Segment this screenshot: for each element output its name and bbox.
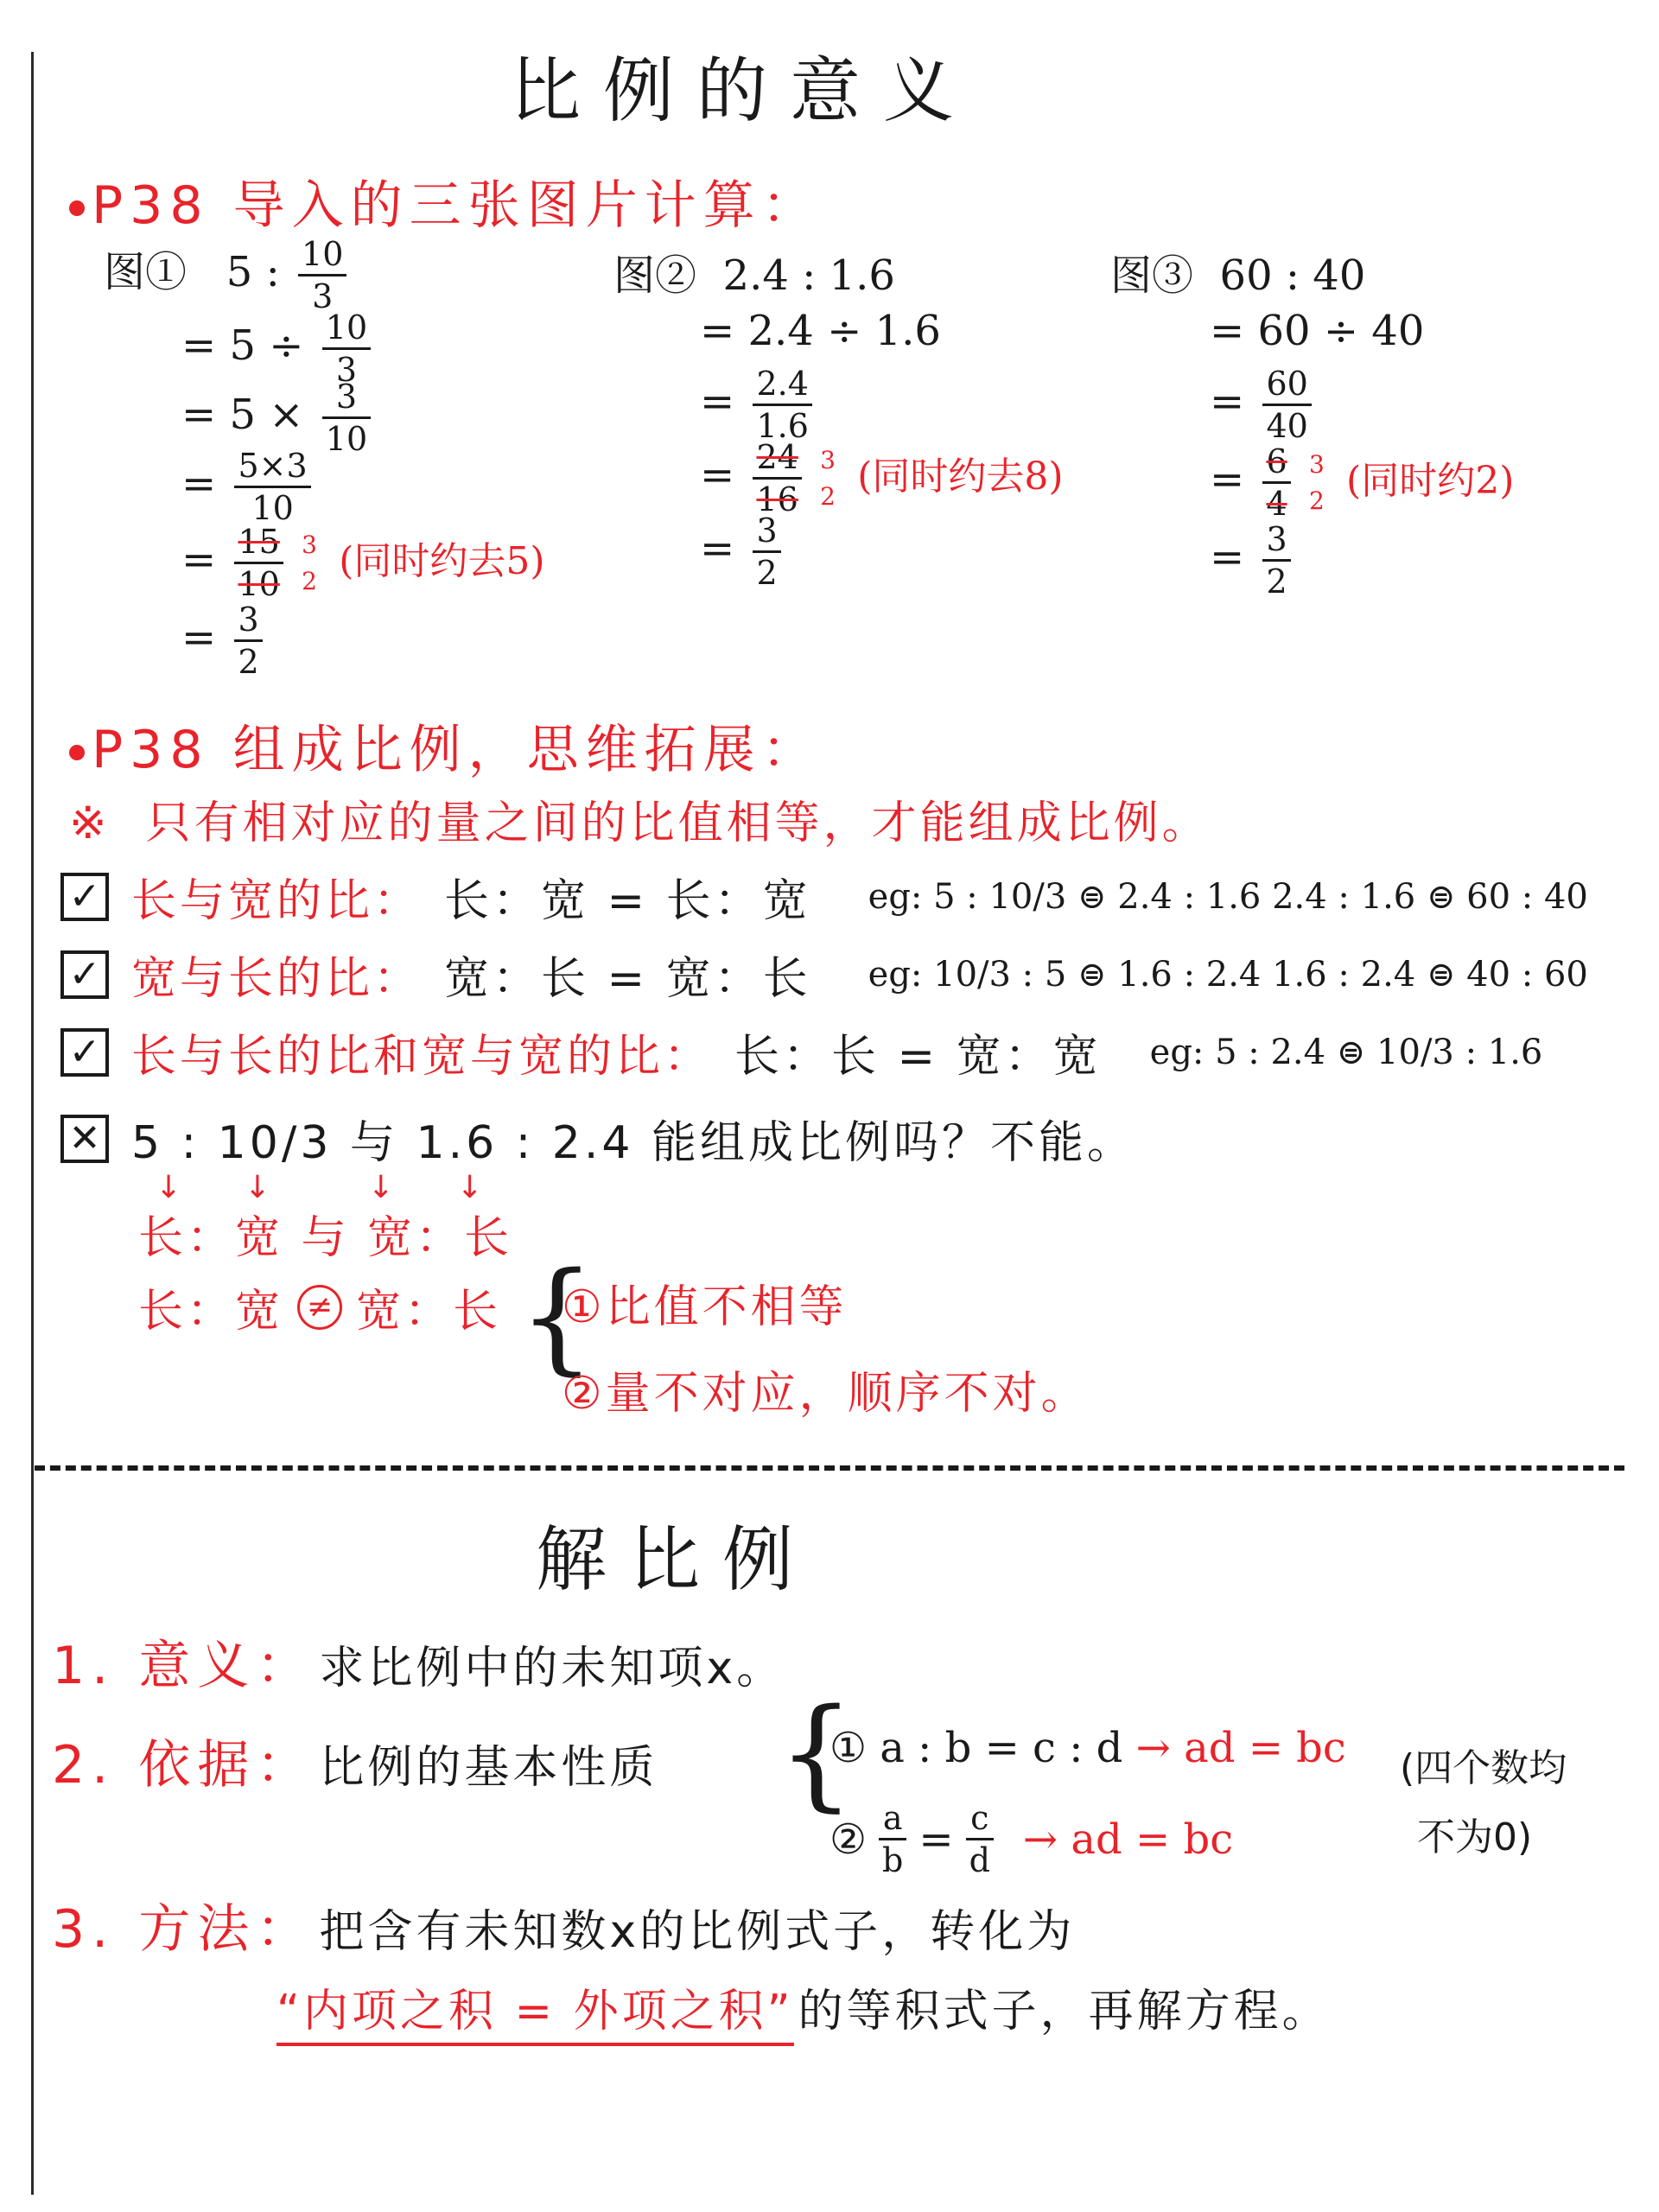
check-box-icon: ✓ bbox=[60, 1028, 109, 1077]
fig3-l1: 60 : 40 bbox=[1219, 251, 1366, 300]
rule1-result: → ad = bc bbox=[1135, 1724, 1346, 1772]
reference-mark-icon: ※ bbox=[69, 798, 111, 849]
rule1-formula: ① a : b = c : d bbox=[830, 1724, 1123, 1772]
fig3-l4-a: = bbox=[1210, 455, 1245, 504]
fig1-l4-a: = bbox=[181, 460, 217, 508]
row2-label: 宽与长的比： bbox=[131, 953, 423, 1005]
item2 bbox=[52, 1724, 658, 1798]
rule2-eq: = bbox=[918, 1815, 954, 1864]
row1-formula: 长：宽 = 长：宽 bbox=[444, 875, 811, 927]
cross-box-icon: ✕ bbox=[60, 1115, 109, 1163]
fig1-line3 bbox=[181, 378, 376, 458]
fig2-l4-frac bbox=[753, 438, 801, 518]
bullet-dot-icon bbox=[69, 745, 85, 760]
fig3-l5-a: = bbox=[1210, 533, 1245, 582]
arrow-down-icon: ↓ bbox=[244, 1170, 271, 1205]
section2-heading-text: P38 组成比例，思维拓展： bbox=[92, 720, 821, 780]
check-box-icon: ✓ bbox=[60, 950, 109, 999]
section-divider bbox=[35, 1455, 1624, 1481]
frac-num: 10 bbox=[325, 308, 368, 346]
frac-den: 10 bbox=[251, 489, 294, 527]
fig2-l3-a: = bbox=[700, 378, 735, 426]
bullet-dot-icon bbox=[69, 200, 85, 216]
fig2-line3 bbox=[700, 365, 817, 445]
fig1-l5-frac bbox=[234, 525, 283, 601]
frac-den: 10 bbox=[238, 565, 280, 603]
frac-den: d bbox=[969, 1841, 990, 1879]
rule-line bbox=[69, 786, 1211, 851]
rule2-lead: ② bbox=[830, 1815, 868, 1864]
fig2-line2: = 2.4 ÷ 1.6 bbox=[700, 307, 941, 355]
fig3-line5 bbox=[1210, 520, 1296, 601]
frac-num: 3 bbox=[756, 512, 778, 550]
item3-text1: 把含有未知数x的比例式子，转化为 bbox=[319, 1906, 1076, 1958]
row3-formula: 长：长 = 宽：宽 bbox=[734, 1031, 1102, 1083]
reduced-num: 3 bbox=[1308, 449, 1325, 479]
row3 bbox=[60, 1020, 1542, 1084]
fig1-l5-note: (同时约去5) bbox=[339, 539, 545, 583]
frac-den: 4 bbox=[1266, 485, 1287, 523]
section2-heading bbox=[69, 709, 821, 783]
frac-den: 3 bbox=[312, 277, 334, 315]
fig2-line1 bbox=[613, 242, 895, 302]
frac-num: 60 bbox=[1266, 365, 1308, 403]
item2-note1: (四个数均 bbox=[1400, 1746, 1567, 1790]
row1-label: 长与宽的比： bbox=[131, 875, 423, 927]
fig3-line2: = 60 ÷ 40 bbox=[1210, 307, 1425, 355]
fig1-label: 图① bbox=[104, 248, 188, 296]
row4-question: 5 : 10/3 与 1.6 : 2.4 能组成比例吗？不能。 bbox=[131, 1117, 1135, 1169]
fig2-l4-reduced bbox=[817, 445, 839, 511]
frac-num: 3 bbox=[335, 378, 358, 416]
frac-num: 5×3 bbox=[238, 447, 308, 485]
section3-title: 解比例 bbox=[536, 1519, 817, 1601]
fig1-line1 bbox=[104, 235, 352, 315]
frac-den: 1.6 bbox=[756, 407, 809, 445]
arrow-down-icon: ↓ bbox=[456, 1170, 483, 1205]
fig2-l1: 2.4 : 1.6 bbox=[722, 251, 895, 300]
fig3-line3 bbox=[1210, 365, 1317, 445]
fig3-l4-reduced bbox=[1306, 449, 1328, 515]
page-title: 比例的意义 bbox=[510, 50, 977, 132]
fig2-l5-frac bbox=[753, 512, 780, 592]
fig1-line2 bbox=[181, 308, 376, 389]
frac-den: 2 bbox=[1266, 563, 1287, 601]
fig3-label: 图③ bbox=[1110, 251, 1194, 300]
map2-b: 宽：长 bbox=[356, 1286, 502, 1338]
fig1-l2-frac bbox=[322, 308, 371, 389]
frac-den: 2 bbox=[756, 554, 778, 592]
row1 bbox=[60, 864, 1588, 929]
item3-line2 bbox=[276, 1974, 1331, 2039]
item2-label: 2. 依据： bbox=[52, 1735, 315, 1796]
item3-quote: “内项之积 = 外项之积” bbox=[276, 1986, 794, 2046]
mapping-line: 长：宽 与 宽：长 bbox=[138, 1212, 513, 1264]
brace-icon: { bbox=[518, 1247, 596, 1388]
arrow-down-icon: ↓ bbox=[367, 1170, 394, 1205]
reduced-num: 3 bbox=[820, 445, 836, 474]
item1-text: 求比例中的未知项x。 bbox=[319, 1643, 785, 1694]
item2-rule2 bbox=[830, 1799, 1234, 1879]
frac-num: 3 bbox=[238, 601, 259, 639]
item2-note2: 不为0) bbox=[1417, 1815, 1533, 1859]
fig1-l5-a: = bbox=[181, 536, 217, 584]
row3-example: eg: 5 : 2.4 ⊜ 10/3 : 1.6 bbox=[1149, 1032, 1543, 1072]
fig2-line4 bbox=[700, 438, 1064, 518]
fig3-l3-frac bbox=[1262, 365, 1311, 445]
fig1-l1-a: 5 : bbox=[226, 248, 280, 296]
fig1-l1-frac bbox=[298, 235, 346, 315]
not-equal-icon: ≠ bbox=[297, 1285, 342, 1330]
frac-num: c bbox=[970, 1799, 989, 1837]
frac-den: 40 bbox=[1266, 407, 1308, 445]
fig3-l3-a: = bbox=[1210, 378, 1245, 426]
item3-text2: 的等积式子，再解方程。 bbox=[798, 1986, 1331, 2037]
fig1-l6-a: = bbox=[181, 613, 217, 662]
item3 bbox=[52, 1888, 1075, 1962]
check-box-icon: ✓ bbox=[60, 873, 109, 921]
frac-num: 6 bbox=[1266, 442, 1287, 480]
row2-example: eg: 10/3 : 5 ⊜ 1.6 : 2.4 1.6 : 2.4 ⊜ 40 : 60 bbox=[868, 954, 1588, 995]
fig1-line5 bbox=[181, 525, 545, 601]
row2 bbox=[60, 942, 1588, 1007]
fig1-l4-frac bbox=[234, 447, 310, 527]
frac-num: 3 bbox=[1266, 520, 1287, 558]
frac-den: 10 bbox=[325, 420, 368, 458]
frac-num: 2.4 bbox=[756, 365, 809, 403]
fig2-l3-frac bbox=[753, 365, 811, 445]
reason2: ②量不对应，顺序不对。 bbox=[562, 1368, 1090, 1420]
row2-formula: 宽：长 = 宽：长 bbox=[444, 953, 811, 1005]
reduced-den: 2 bbox=[820, 481, 836, 511]
row1-example: eg: 5 : 10/3 ⊜ 2.4 : 1.6 2.4 : 1.6 ⊜ 60 : 40 bbox=[868, 876, 1588, 917]
fig1-line6 bbox=[181, 601, 268, 681]
fig3-line4 bbox=[1210, 442, 1515, 523]
fig3-line1 bbox=[1110, 242, 1365, 302]
rule2-frac1 bbox=[879, 1799, 906, 1879]
fig2-l5-a: = bbox=[700, 524, 735, 573]
fig1-l3-frac bbox=[322, 378, 371, 458]
fig2-line5 bbox=[700, 512, 786, 592]
fig1-l3-a: = 5 × bbox=[181, 391, 304, 439]
row4 bbox=[60, 1106, 1135, 1171]
frac-den: b bbox=[882, 1841, 904, 1879]
fig3-l4-note: (同时约2) bbox=[1346, 459, 1515, 503]
frac-den: 16 bbox=[756, 480, 798, 518]
fig1-l5-reduced bbox=[298, 530, 321, 595]
section1-heading-text: P38 导入的三张图片计算： bbox=[92, 175, 821, 236]
brace-icon: { bbox=[778, 1683, 855, 1824]
fig1-l2-a: = 5 ÷ bbox=[181, 321, 304, 370]
frac-num: 15 bbox=[238, 523, 280, 561]
map2-a: 长：宽 bbox=[138, 1286, 284, 1338]
fig2-l4-note: (同时约去8) bbox=[857, 454, 1064, 499]
item2-text: 比例的基本性质 bbox=[319, 1742, 658, 1794]
fig2-l4-a: = bbox=[700, 451, 735, 499]
frac-den: 2 bbox=[238, 643, 259, 681]
fig1-l6-frac bbox=[234, 601, 262, 681]
rule2-frac2 bbox=[966, 1799, 994, 1879]
frac-num: 10 bbox=[302, 235, 344, 273]
fig2-label: 图② bbox=[613, 251, 697, 300]
not-equal-line bbox=[138, 1274, 501, 1339]
item1-label: 1. 意义： bbox=[52, 1636, 315, 1696]
frac-num: a bbox=[882, 1799, 903, 1837]
rule2-result: → ad = bc bbox=[1022, 1815, 1234, 1864]
frac-num: 24 bbox=[756, 438, 798, 476]
section1-heading bbox=[69, 164, 821, 238]
fig1-line4 bbox=[181, 447, 316, 527]
frac-den: 3 bbox=[335, 351, 358, 389]
rule-text: 只有相对应的量之间的比值相等，才能组成比例。 bbox=[145, 798, 1211, 849]
row3-label: 长与长的比和宽与宽的比： bbox=[131, 1031, 713, 1083]
item2-rule1 bbox=[830, 1724, 1346, 1772]
item3-label: 3. 方法： bbox=[52, 1899, 315, 1960]
margin-line bbox=[31, 52, 34, 2195]
fig3-l5-frac bbox=[1262, 520, 1290, 601]
reduced-den: 2 bbox=[302, 566, 317, 595]
arrow-down-icon: ↓ bbox=[156, 1170, 182, 1205]
fig3-l4-frac bbox=[1262, 442, 1290, 523]
reason1: ①比值不相等 bbox=[562, 1281, 848, 1333]
reduced-den: 2 bbox=[1308, 486, 1325, 515]
item1 bbox=[52, 1624, 785, 1699]
reduced-num: 3 bbox=[302, 530, 317, 559]
